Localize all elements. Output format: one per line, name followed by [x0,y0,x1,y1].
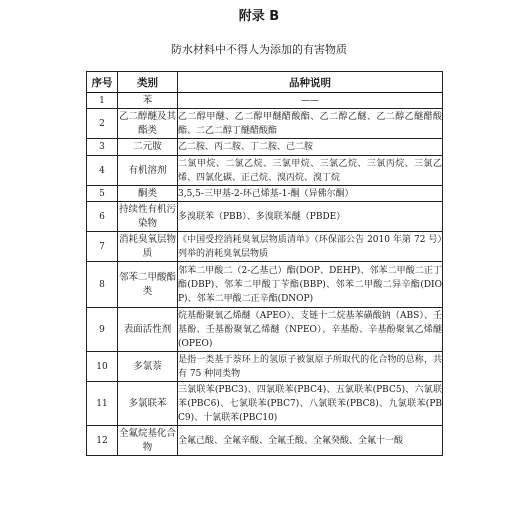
row-category: 苯 [118,93,178,109]
row-description: 三氯联苯(PBC3)、四氯联苯(PBC4)、五氯联苯(PBC5)、六氯联苯(PBC6)、七氯联苯(PBC7)、八氯联苯(PBC8)、九氯联苯(PBC9)、十氯联苯(PBC10) [178,382,443,426]
row-description: 乙二胺、丙二胺、丁二胺、己二胺 [178,139,443,156]
row-description: 二氯甲烷、二氯乙烷、三氯甲烷、三氯乙烷、三氯丙烷、三氯乙烯、四氯化碳、正己烷、溴丙烷、溴丁烷 [178,156,443,186]
row-category: 持续性有机污染物 [118,202,178,232]
row-category: 乙二醇醚及其酯类 [118,109,178,139]
row-description: 《中国受控消耗臭氧层物质清单》（环保部公告 2010 年第 72 号）列举的消耗臭氧层物质 [178,232,443,262]
row-description: 烷基酚聚氧乙烯醚（APEO）、支链十二烷基苯磺酸钠（ABS）、壬基酚、壬基酚聚氧乙烯醚（NPEO）、辛基酚、辛基酚聚氧乙烯醚(OPEO) [178,308,443,352]
table-row [87,202,443,232]
table-row [87,156,443,186]
row-category: 酮类 [118,186,178,202]
row-category: 有机溶剂 [118,156,178,186]
column-header-description: 品种说明 [178,72,443,93]
row-number: 7 [87,232,118,262]
table-row [87,262,443,308]
row-number: 3 [87,139,118,156]
column-header-category: 类别 [118,72,178,93]
row-description: 是指一类基于萘环上的氢原子被氯原子所取代的化合物的总称，共有 75 种同类物 [178,352,443,382]
row-number: 12 [87,426,118,456]
row-number: 8 [87,262,118,308]
table-row [87,308,443,352]
table-caption: 防水材料中不得人为添加的有害物质 [171,43,347,56]
row-number: 10 [87,352,118,382]
row-category: 邻苯二甲酸酯类 [118,262,178,308]
table-row [87,139,443,156]
row-number: 4 [87,156,118,186]
table-header-row [87,72,443,93]
row-description: 乙二醇甲醚、乙二醇甲醚醋酸酯、乙二醇乙醚、乙二醇乙醚醋酸酯、二乙二醇丁醚醋酸酯 [178,109,443,139]
row-category: 表面活性剂 [118,308,178,352]
table-row [87,352,443,382]
row-category: 消耗臭氧层物质 [118,232,178,262]
row-number: 5 [87,186,118,202]
appendix-title: 附录 B [238,9,280,24]
column-header-number: 序号 [87,72,118,93]
row-category: 多氯萘 [118,352,178,382]
table-row [87,109,443,139]
row-category: 全氟烷基化合物 [118,426,178,456]
hazardous-substances-table [86,71,443,456]
row-number: 2 [87,109,118,139]
table-row [87,186,443,202]
row-description: 邻苯二甲酸二（2-乙基己）酯(DOP、DEHP)、邻苯二甲酸二正丁酯(DBP)、邻苯二甲酸丁苄酯(BBP)、邻苯二甲酸二异辛酯(DIOP)、邻苯二甲酸二正辛酯(DNOP) [178,262,443,308]
table-row [87,232,443,262]
row-description: 3,5,5-三甲基-2-环己烯基-1-酮（异佛尔酮） [178,186,443,202]
table-row [87,382,443,426]
row-category: 二元胺 [118,139,178,156]
table-row [87,93,443,109]
row-description: 全氟己酸、全氟辛酸、全氟壬酸、全氟癸酸、全氟十一酸 [178,426,443,456]
row-description: —— [178,93,443,109]
row-description: 多溴联苯（PBB）、多溴联苯醚（PBDE） [178,202,443,232]
row-category: 多氯联苯 [118,382,178,426]
table-row [87,426,443,456]
row-number: 9 [87,308,118,352]
row-number: 6 [87,202,118,232]
row-number: 1 [87,93,118,109]
row-number: 11 [87,382,118,426]
